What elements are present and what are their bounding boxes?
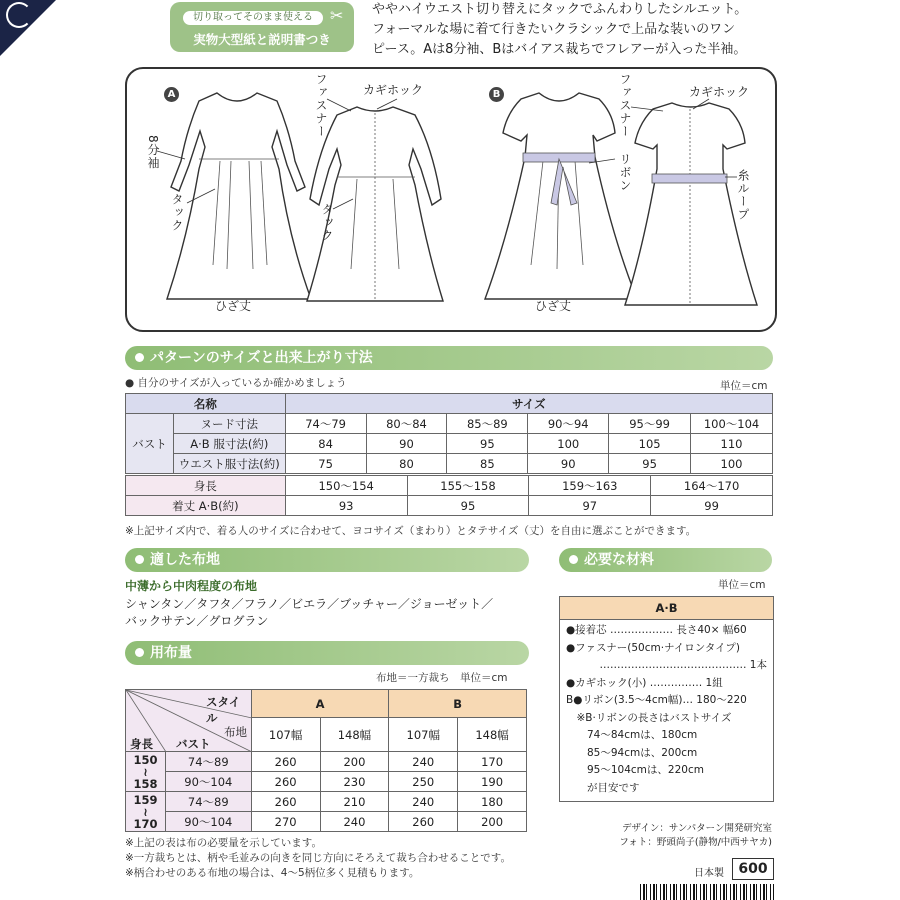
table-cell: 99: [651, 496, 773, 516]
pattern-number: 600: [732, 858, 774, 880]
table-cell: 240: [389, 792, 458, 812]
yardage-note-line: ※柄合わせのある布地の場合は、4〜5柄位多く見積もります。: [125, 867, 420, 879]
style-a-header: A: [251, 690, 389, 718]
materials-header: A·B: [560, 597, 773, 620]
width-cell: 107幅: [389, 718, 458, 752]
size-unit: 単位＝cm: [720, 380, 768, 392]
table-cell: 180: [458, 792, 527, 812]
table-cell: 260: [251, 752, 320, 772]
bust-cell: 90〜104: [165, 812, 251, 832]
bust-cell: 90〜104: [165, 772, 251, 792]
ribbon-label: リボン: [618, 153, 632, 192]
table-cell: 90: [528, 454, 609, 474]
table-cell: 85: [447, 454, 528, 474]
material-line: 85〜94cmは、200cm: [566, 746, 698, 759]
table-cell: 260: [251, 772, 320, 792]
yardage-notes: [125, 836, 511, 881]
style-label: スタイル: [206, 695, 241, 725]
table-cell: 95: [447, 434, 528, 454]
photo-credit: フォト：野頭尚子(静物/中西サヤカ): [619, 837, 772, 848]
intro-line: ピース。Aは8分袖、Bはバイアス裁ちでフレアーが入った半袖。: [372, 42, 747, 57]
fabric-line1: シャンタン／タフタ／フラノ／ビエラ／ブッチャー／ジョーゼット／: [125, 597, 494, 611]
bust-cell: 74〜89: [165, 752, 251, 772]
size-footnote: ※上記サイズ内で、着る人のサイズに合わせて、ヨコサイズ（まわり）とタテサイズ（丈）を自由に選ぶことができます。: [125, 525, 697, 537]
fabric-section-title: 適した布地: [150, 552, 220, 568]
tilde: ≀: [143, 764, 148, 779]
height-bottom: 158: [133, 776, 158, 791]
materials-section-title: 必要な材料: [584, 552, 654, 568]
bust-label: バスト: [176, 737, 211, 751]
table-cell: 250: [389, 772, 458, 792]
height-bottom: 170: [133, 816, 158, 831]
height-top: 159: [133, 792, 158, 807]
bust-label: バスト: [126, 414, 174, 474]
barcode: [640, 884, 774, 900]
table-cell: 240: [320, 812, 389, 832]
table-cell: 155〜158: [407, 476, 529, 496]
material-line: 74〜84cmは、180cm: [566, 729, 698, 741]
material-line: B●リボン(3.5〜4cm幅)… 180〜220: [566, 694, 747, 706]
ribbon-b-back: [652, 174, 727, 183]
bullet-icon: [135, 648, 144, 657]
table-cell: 84: [285, 434, 366, 454]
table-cell: 95: [407, 496, 529, 516]
table-cell: 260: [389, 812, 458, 832]
yardage-table: [125, 689, 527, 832]
bullet-icon: [135, 353, 144, 362]
material-line: ●接着芯 ……………… 長さ40× 幅60: [566, 624, 747, 636]
tuck-label-a-back: タック: [320, 203, 334, 242]
table-cell: 74〜79: [285, 414, 366, 434]
bust-cell: 74〜89: [165, 792, 251, 812]
table-cell: 85〜89: [447, 414, 528, 434]
length-label: 着丈 A·B(約): [126, 496, 286, 516]
table-cell: 200: [458, 812, 527, 832]
dress-a-front: [167, 93, 311, 299]
table-cell: 90〜94: [528, 414, 609, 434]
material-line: …………………………………… 1本: [599, 659, 767, 671]
credits: [600, 822, 772, 850]
table-cell: 80〜84: [366, 414, 447, 434]
width-cell: 148幅: [320, 718, 389, 752]
height-top: 150: [133, 752, 158, 767]
table-cell: 170: [458, 752, 527, 772]
col-size-header: サイズ: [285, 394, 772, 414]
size-section-title: パターンのサイズと出来上がり寸法: [150, 350, 373, 366]
table-cell: 80: [366, 454, 447, 474]
dress-b-front: [485, 93, 637, 299]
zipper-label-b: ファスナー: [618, 73, 632, 138]
material-line: ※B·リボンの長さはバストサイズ: [566, 711, 732, 724]
table-cell: 230: [320, 772, 389, 792]
table-cell: 100: [528, 434, 609, 454]
table-cell: 97: [529, 496, 651, 516]
illustration-panel: [125, 67, 777, 332]
size-section-header: [125, 346, 773, 370]
mark-b: B: [489, 87, 504, 102]
scissors-icon: ✂: [330, 6, 344, 25]
material-line: ●ファスナー(50cm·ナイロンタイプ): [566, 641, 740, 654]
height-label: 身長: [126, 476, 286, 496]
mark-a: A: [164, 87, 179, 102]
intro-line: ややハイウエスト切り替えにタックでふんわりしたシルエット。: [372, 2, 748, 17]
tilde: ≀: [143, 804, 148, 819]
materials-unit: 単位＝cm: [718, 579, 766, 591]
materials-box: [559, 596, 774, 802]
table-cell: 240: [389, 752, 458, 772]
table-cell: 95: [609, 454, 691, 474]
height-label: 身長: [130, 737, 153, 751]
hem-label-b: ひざ丈: [535, 299, 572, 313]
table-cell: 270: [251, 812, 320, 832]
style-b-header: B: [389, 690, 527, 718]
table-cell: 75: [285, 454, 366, 474]
table-cell: 159〜163: [529, 476, 651, 496]
badge-line2: 実物大型紙と説明書つき: [193, 32, 331, 47]
size-table: [125, 393, 773, 474]
table-cell: 210: [320, 792, 389, 812]
hook-label-b: カギホック: [689, 85, 750, 99]
table-cell: 260: [251, 792, 320, 812]
row-label: ウエスト服寸法(約): [173, 454, 285, 474]
fabric-label: 布地: [224, 725, 247, 739]
design-credit: デザイン：サンパターン開発研究室: [621, 823, 772, 834]
tuck-label-a: タック: [170, 193, 184, 232]
table-cell: 200: [320, 752, 389, 772]
yardage-note: 布地＝一方裁ち 単位＝cm: [376, 672, 508, 684]
table-cell: 93: [285, 496, 407, 516]
yardage-note-line: ※上記の表は布の必要量を示しています。: [125, 837, 322, 849]
yardage-section-header: [125, 641, 529, 665]
height-group: [126, 752, 166, 792]
intro-text: [372, 0, 792, 60]
size-note-text: 自分のサイズが入っているか確かめましょう: [137, 377, 347, 389]
size-note: ● 自分のサイズが入っているか確かめましょう: [125, 377, 347, 389]
materials-section-header: [559, 548, 772, 572]
loop-label: 糸ループ: [736, 169, 750, 221]
yardage-table-wrap: [125, 689, 527, 833]
table-cell: 105: [609, 434, 691, 454]
table-cell: 90: [366, 434, 447, 454]
material-line: 95〜104cmは、220cm: [566, 764, 704, 776]
fabric-subtitle: 中薄から中肉程度の布地: [125, 579, 258, 593]
yardage-note-line: ※一方裁ちとは、柄や毛並みの向きを同じ方向にそろえて裁ち合わせることです。: [125, 852, 511, 864]
table-cell: 100〜104: [691, 414, 773, 434]
col-name-header: 名称: [126, 394, 286, 414]
hem-label-a: ひざ丈: [215, 299, 252, 313]
dress-illustrations: [127, 69, 775, 330]
material-line: が目安です: [566, 781, 640, 794]
bullet-icon: [569, 555, 578, 564]
logo-ring-icon: [6, 2, 32, 28]
sleeve-label: 8分袖: [146, 135, 160, 170]
fabric-line2: バックサテン／グログラン: [125, 614, 269, 628]
material-line: ●カギホック(小) …………… 1組: [566, 676, 723, 689]
badge-line1: 切り取ってそのまま使える: [183, 11, 323, 25]
table-cell: 164〜170: [651, 476, 773, 496]
row-label: A·B 服寸法(約): [173, 434, 285, 454]
bullet-icon: [135, 555, 144, 564]
width-cell: 107幅: [251, 718, 320, 752]
table-cell: 100: [691, 454, 773, 474]
intro-line: フォーマルな場に着て行きたいクラシックで上品な装いのワン: [372, 22, 736, 37]
hook-label-a: カギホック: [363, 83, 424, 97]
row-label: ヌード寸法: [173, 414, 285, 434]
diagonal-header: [126, 690, 252, 752]
width-cell: 148幅: [458, 718, 527, 752]
materials-list: [560, 620, 773, 799]
table-cell: 95〜99: [609, 414, 691, 434]
height-group: [126, 792, 166, 832]
made-in: 日本製: [694, 868, 724, 879]
fabric-section-header: [125, 548, 529, 572]
yardage-section-title: 用布量: [150, 645, 192, 661]
table-cell: 190: [458, 772, 527, 792]
table-cell: 110: [691, 434, 773, 454]
zipper-label-a: ファスナー: [314, 73, 328, 138]
height-table: [125, 475, 773, 516]
table-cell: 150〜154: [285, 476, 407, 496]
